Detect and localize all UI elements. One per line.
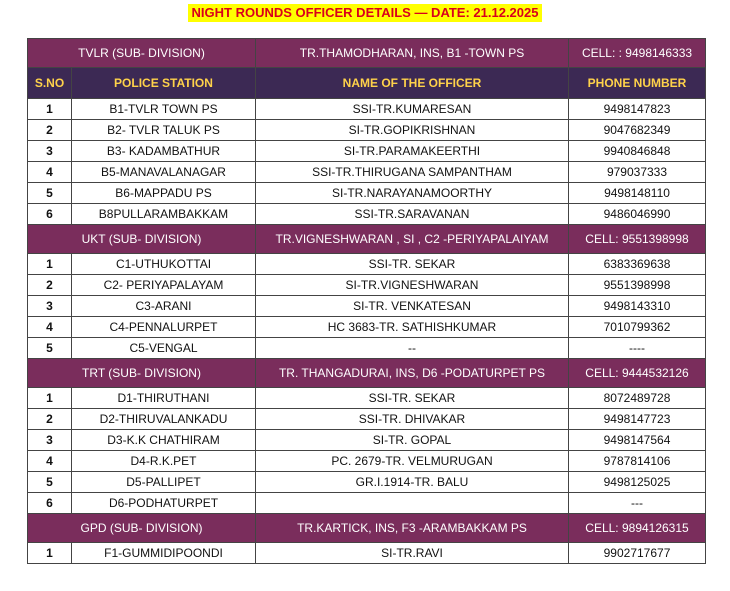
officer-table-body (28, 39, 706, 564)
row-officer: SI-TR. GOPAL (256, 430, 569, 451)
division-header-row (28, 359, 706, 388)
row-station: B5-MANAVALANAGAR (72, 162, 256, 183)
row-phone: 9787814106 (569, 451, 706, 472)
row-station: B8PULLARAMBAKKAM (72, 204, 256, 225)
row-phone: 9498147564 (569, 430, 706, 451)
row-sno: 4 (28, 162, 72, 183)
row-officer: HC 3683-TR. SATHISHKUMAR (256, 317, 569, 338)
table-row (28, 120, 706, 141)
row-station: C1-UTHUKOTTAI (72, 254, 256, 275)
row-officer: SI-TR.RAVI (256, 543, 569, 564)
row-officer: SSI-TR. SEKAR (256, 254, 569, 275)
row-sno: 3 (28, 296, 72, 317)
division-name: GPD (SUB- DIVISION) (28, 514, 256, 543)
row-sno: 4 (28, 317, 72, 338)
row-phone: 979037333 (569, 162, 706, 183)
title-wrap (0, 4, 730, 22)
page-title: NIGHT ROUNDS OFFICER DETAILS — DATE: 21.12.2025 (188, 4, 543, 22)
row-sno: 2 (28, 275, 72, 296)
row-station: D6-PODHATURPET (72, 493, 256, 514)
row-sno: 1 (28, 388, 72, 409)
row-station: C2- PERIYAPALAYAM (72, 275, 256, 296)
station-header: POLICE STATION (72, 68, 256, 99)
division-officer: TR.VIGNESHWARAN , SI , C2 -PERIYAPALAIYAM (256, 225, 569, 254)
row-officer: PC. 2679-TR. VELMURUGAN (256, 451, 569, 472)
row-sno: 3 (28, 430, 72, 451)
row-officer: SI-TR.NARAYANAMOORTHY (256, 183, 569, 204)
row-sno: 1 (28, 99, 72, 120)
division-cell: CELL: 9444532126 (569, 359, 706, 388)
table-row (28, 493, 706, 514)
row-station: C3-ARANI (72, 296, 256, 317)
division-cell: CELL: : 9498146333 (569, 39, 706, 68)
row-phone: --- (569, 493, 706, 514)
row-station: B6-MAPPADU PS (72, 183, 256, 204)
row-phone: 9498125025 (569, 472, 706, 493)
table-row (28, 543, 706, 564)
row-station: D4-R.K.PET (72, 451, 256, 472)
table-row (28, 275, 706, 296)
table-row (28, 317, 706, 338)
row-phone: 9498143310 (569, 296, 706, 317)
division-name: UKT (SUB- DIVISION) (28, 225, 256, 254)
officer-table (27, 38, 706, 564)
row-phone: 7010799362 (569, 317, 706, 338)
row-station: C5-VENGAL (72, 338, 256, 359)
row-sno: 6 (28, 204, 72, 225)
table-row (28, 472, 706, 493)
table-row (28, 204, 706, 225)
row-station: B2- TVLR TALUK PS (72, 120, 256, 141)
row-officer: SI-TR.VIGNESHWARAN (256, 275, 569, 296)
row-station: D1-THIRUTHANI (72, 388, 256, 409)
table-row (28, 338, 706, 359)
row-sno: 5 (28, 472, 72, 493)
column-header-row (28, 68, 706, 99)
sno-header: S.NO (28, 68, 72, 99)
table-row (28, 409, 706, 430)
row-phone: 9498147723 (569, 409, 706, 430)
table-row (28, 183, 706, 204)
row-sno: 1 (28, 254, 72, 275)
table-row (28, 162, 706, 183)
row-station: D5-PALLIPET (72, 472, 256, 493)
row-sno: 4 (28, 451, 72, 472)
phone-header: PHONE NUMBER (569, 68, 706, 99)
row-officer: -- (256, 338, 569, 359)
row-officer: SSI-TR.THIRUGANA SAMPANTHAM (256, 162, 569, 183)
row-phone: 9047682349 (569, 120, 706, 141)
division-officer: TR.KARTICK, INS, F3 -ARAMBAKKAM PS (256, 514, 569, 543)
table-row (28, 388, 706, 409)
division-cell: CELL: 9551398998 (569, 225, 706, 254)
row-officer: SI-TR.PARAMAKEERTHI (256, 141, 569, 162)
row-phone: 9498148110 (569, 183, 706, 204)
division-header-row (28, 514, 706, 543)
row-station: B3- KADAMBATHUR (72, 141, 256, 162)
table-row (28, 296, 706, 317)
row-station: C4-PENNALURPET (72, 317, 256, 338)
row-phone: 9551398998 (569, 275, 706, 296)
division-officer: TR.THAMODHARAN, INS, B1 -TOWN PS (256, 39, 569, 68)
division-name: TVLR (SUB- DIVISION) (28, 39, 256, 68)
row-station: D3-K.K CHATHIRAM (72, 430, 256, 451)
table-row (28, 141, 706, 162)
row-officer: SSI-TR.SARAVANAN (256, 204, 569, 225)
row-phone: 8072489728 (569, 388, 706, 409)
row-phone: 9486046990 (569, 204, 706, 225)
row-officer: GR.I.1914-TR. BALU (256, 472, 569, 493)
row-officer (256, 493, 569, 514)
table-row (28, 451, 706, 472)
officer-header: NAME OF THE OFFICER (256, 68, 569, 99)
row-sno: 6 (28, 493, 72, 514)
row-station: F1-GUMMIDIPOONDI (72, 543, 256, 564)
row-officer: SI-TR.GOPIKRISHNAN (256, 120, 569, 141)
row-phone: ---- (569, 338, 706, 359)
row-officer: SSI-TR. DHIVAKAR (256, 409, 569, 430)
table-row (28, 254, 706, 275)
row-phone: 9498147823 (569, 99, 706, 120)
division-header-row (28, 39, 706, 68)
row-sno: 5 (28, 183, 72, 204)
division-header-row (28, 225, 706, 254)
row-sno: 2 (28, 409, 72, 430)
division-cell: CELL: 9894126315 (569, 514, 706, 543)
row-officer: SSI-TR.KUMARESAN (256, 99, 569, 120)
row-sno: 1 (28, 543, 72, 564)
row-phone: 9902717677 (569, 543, 706, 564)
row-phone: 6383369638 (569, 254, 706, 275)
row-station: D2-THIRUVALANKADU (72, 409, 256, 430)
row-sno: 5 (28, 338, 72, 359)
row-sno: 2 (28, 120, 72, 141)
table-row (28, 99, 706, 120)
division-name: TRT (SUB- DIVISION) (28, 359, 256, 388)
row-sno: 3 (28, 141, 72, 162)
row-officer: SI-TR. VENKATESAN (256, 296, 569, 317)
table-row (28, 430, 706, 451)
row-officer: SSI-TR. SEKAR (256, 388, 569, 409)
division-officer: TR. THANGADURAI, INS, D6 -PODATURPET PS (256, 359, 569, 388)
row-station: B1-TVLR TOWN PS (72, 99, 256, 120)
row-phone: 9940846848 (569, 141, 706, 162)
